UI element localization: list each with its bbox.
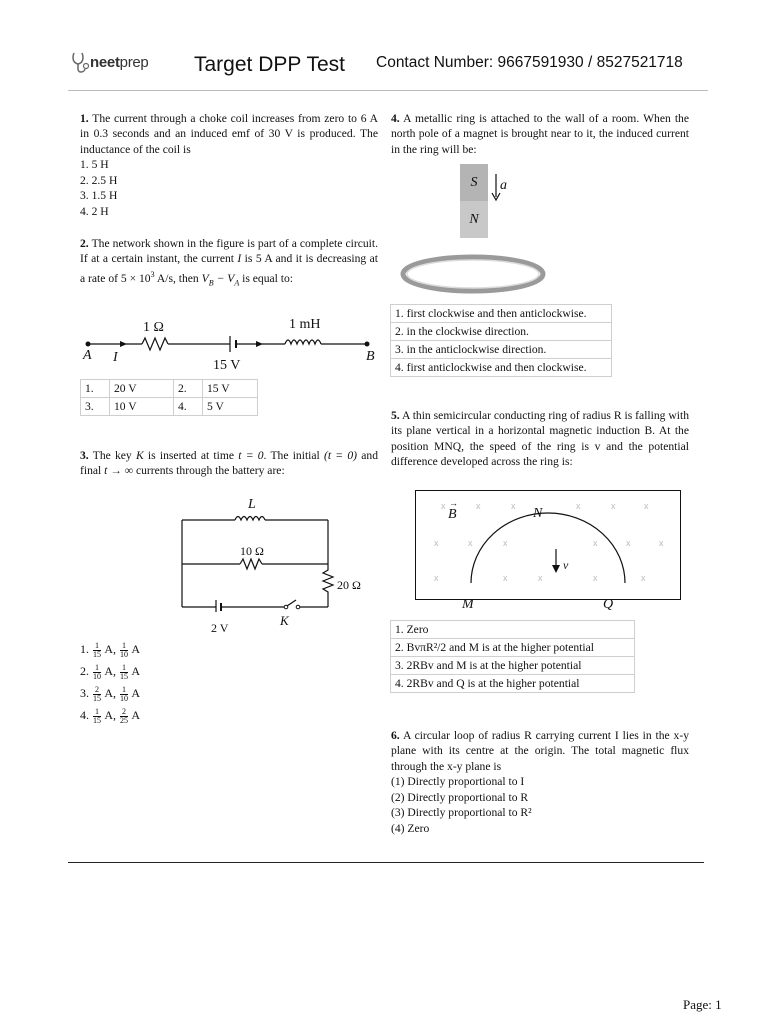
question-text: is inserted at time xyxy=(143,449,239,462)
svg-text:x: x xyxy=(659,538,664,548)
option[interactable]: 4. 2 H xyxy=(80,204,109,218)
question-text: The key xyxy=(92,449,136,462)
option[interactable]: 2. $\frac{1}{10}$ A, $\frac{1}{15}$ A xyxy=(80,662,141,681)
question-1-options xyxy=(80,157,117,219)
stethoscope-icon xyxy=(70,50,92,76)
question-number: 6. xyxy=(391,729,400,742)
option[interactable]: 1. first clockwise and then anticlockwise. xyxy=(391,305,612,323)
magnet xyxy=(460,164,488,238)
question-text: . The initial xyxy=(263,449,324,462)
option[interactable]: 1. $\frac{1}{15}$ A, $\frac{1}{10}$ A xyxy=(80,640,141,659)
svg-text:x: x xyxy=(538,573,543,583)
svg-text:x: x xyxy=(593,573,598,583)
question-text: is 5 A and it is decreasing at a rate of 5 × 10 xyxy=(80,252,378,285)
label-a: A xyxy=(83,348,92,363)
option[interactable]: 15 V xyxy=(203,380,258,398)
question-4-options xyxy=(390,304,612,377)
question-text: The current through a choke coil increases from zero to 6 A in 0.3 seconds and an induced emf of 30 V is produced. The inductance of the coil is xyxy=(80,112,378,156)
svg-text:x: x xyxy=(641,573,646,583)
svg-text:x: x xyxy=(441,501,446,511)
option[interactable]: (3) Directly proportional to R² xyxy=(391,806,532,819)
acceleration-label: a xyxy=(500,178,507,193)
option[interactable]: 2. 2.5 H xyxy=(80,173,118,187)
option[interactable]: (1) Directly proportional to I xyxy=(391,775,525,788)
question-text: A circular loop of radius R carrying current I lies in the x-y plane with its centre at the origin. The total magnetic flux through the x-y plane is xyxy=(391,729,689,773)
logo-prep: prep xyxy=(119,54,149,71)
contact-number: Contact Number: 9667591930 / 8527521718 xyxy=(376,54,683,71)
option[interactable]: 4. first anticlockwise and then clockwise. xyxy=(391,359,612,377)
question-6 xyxy=(391,728,689,774)
label-b: B xyxy=(366,349,375,364)
magnet-south: S xyxy=(460,164,488,201)
question-1 xyxy=(80,111,378,157)
header-divider xyxy=(68,90,708,91)
resistor-label: 1 Ω xyxy=(143,320,164,335)
label-n: N xyxy=(533,506,543,521)
svg-text:x: x xyxy=(576,501,581,511)
question-2 xyxy=(80,236,378,290)
question-2-options xyxy=(80,379,258,416)
option[interactable]: (4) Zero xyxy=(391,821,430,835)
question-number: 2. xyxy=(80,237,89,250)
neetprep-logo xyxy=(70,50,180,78)
option[interactable]: 4. $\frac{1}{15}$ A, $\frac{2}{25}$ A xyxy=(80,706,141,725)
logo-neet: neet xyxy=(90,54,120,71)
metal-ring xyxy=(400,254,546,294)
logo-text xyxy=(90,54,148,71)
question-3-options xyxy=(80,638,140,726)
option[interactable]: (2) Directly proportional to R xyxy=(391,790,529,804)
question-text: is equal to: xyxy=(239,271,293,285)
var-k: K xyxy=(135,449,144,462)
option-number: 2. xyxy=(174,380,203,398)
question-number: 5. xyxy=(391,409,400,422)
svg-text:x: x xyxy=(503,538,508,548)
header xyxy=(0,0,768,95)
option[interactable]: 3. 2RBv and M is at the higher potential xyxy=(391,657,635,675)
svg-text:x: x xyxy=(593,538,598,548)
page-number: Page: 1 xyxy=(683,997,722,1012)
q5-magnetic-field-figure xyxy=(415,490,681,600)
label-i: I xyxy=(113,350,118,365)
option[interactable]: 20 V xyxy=(110,380,174,398)
svg-text:x: x xyxy=(468,538,473,548)
question-6-options xyxy=(391,774,532,836)
resistor-20-label: 20 Ω xyxy=(337,578,361,592)
question-number: 4. xyxy=(391,112,400,125)
key-label: K xyxy=(280,613,289,628)
option-number: 1. xyxy=(81,380,110,398)
option[interactable]: 3. 1.5 H xyxy=(80,189,118,202)
option[interactable]: 1. 5 H xyxy=(80,158,109,171)
battery-label: 2 V xyxy=(211,621,229,635)
inductor-label: L xyxy=(248,497,256,512)
options-row xyxy=(81,398,258,416)
var-i: I xyxy=(237,252,242,266)
option[interactable]: 1. Zero xyxy=(391,621,635,639)
option[interactable]: 2. in the clockwise direction. xyxy=(391,323,612,341)
exponent: 3 xyxy=(150,269,155,279)
options-row xyxy=(81,380,258,398)
option[interactable]: 5 V xyxy=(203,398,258,416)
question-5-options xyxy=(390,620,635,693)
page-title: Target DPP Test xyxy=(194,53,345,76)
svg-text:x: x xyxy=(611,501,616,511)
option-number: 3. xyxy=(81,398,110,416)
question-3 xyxy=(80,448,378,479)
question-text: The network shown in the figure is part of a complete circuit. If at a certain instant, the current xyxy=(80,237,378,266)
time-zero: (t = 0) xyxy=(324,449,358,462)
time-infinity: t → ∞ xyxy=(104,464,134,478)
question-text: currents through the battery are: xyxy=(133,464,285,478)
question-text: and final xyxy=(80,449,378,478)
svg-text:x: x xyxy=(644,501,649,511)
option[interactable]: 4. 2RBv and Q is at the higher potential xyxy=(391,675,635,693)
question-number: 3. xyxy=(80,449,89,462)
option[interactable]: 3. $\frac{2}{15}$ A, $\frac{1}{10}$ A xyxy=(80,684,141,703)
svg-text:x: x xyxy=(434,538,439,548)
svg-text:x: x xyxy=(511,501,516,511)
b-field-label: → B xyxy=(448,498,458,522)
question-5 xyxy=(391,408,689,470)
option[interactable]: 2. BvπR²/2 and M is at the higher potential xyxy=(391,639,635,657)
vb-minus-va: $V_B - V_A$ xyxy=(201,271,240,287)
q3-circuit-figure xyxy=(180,512,340,612)
option-number: 4. xyxy=(174,398,203,416)
option[interactable]: 10 V xyxy=(110,398,174,416)
inductor-label: 1 mH xyxy=(289,317,321,332)
time-zero: t = 0 xyxy=(238,449,264,462)
question-text: A metallic ring is attached to the wall of a room. When the north pole of a magnet is brought near to it, the induced current in the ring will be: xyxy=(391,112,689,156)
label-m: M xyxy=(462,597,474,612)
magnet-north: N xyxy=(460,201,488,238)
battery-label: 15 V xyxy=(213,358,241,373)
svg-text:x: x xyxy=(626,538,631,548)
svg-text:x: x xyxy=(503,573,508,583)
label-q: Q xyxy=(603,597,614,612)
footer-divider xyxy=(68,862,704,863)
svg-text:x: x xyxy=(434,573,439,583)
option[interactable]: 3. in the anticlockwise direction. xyxy=(391,341,612,359)
svg-text:x: x xyxy=(476,501,481,511)
resistor-10-label: 10 Ω xyxy=(240,544,264,558)
question-text: A/s, then xyxy=(154,271,202,285)
question-number: 1. xyxy=(80,112,89,125)
question-4 xyxy=(391,111,689,157)
velocity-label: v xyxy=(563,558,569,572)
question-text: A thin semicircular conducting ring of radius R is falling with its plane vertical in a horizontal magnetic induction B. At the position MNQ, the speed of the ring is v and the potential difference developed across the ring is: xyxy=(391,409,689,469)
